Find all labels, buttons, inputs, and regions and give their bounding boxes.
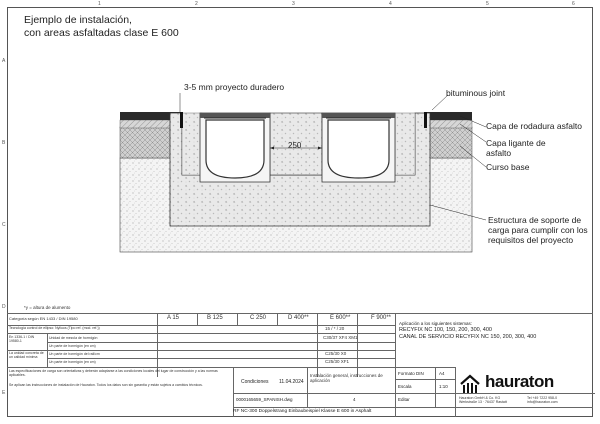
edge-label-top-3: 3 xyxy=(292,1,295,7)
formato-label: Formato DIN xyxy=(398,371,424,376)
edge-label-left-b: B xyxy=(2,140,6,146)
edge-label-top-1: 1 xyxy=(98,1,101,7)
en-standard-label: En 1336-1 / DIN 19580-1 xyxy=(9,335,35,343)
binder-layer-right xyxy=(426,127,472,158)
class-b125: B 125 xyxy=(207,315,223,321)
install-instructions-label: Instalación general, instrucciones de aplicación xyxy=(310,373,383,383)
callout-curso-base: Curso base xyxy=(486,162,530,172)
concrete-part-label-1: Un parte de hormigón (en cm) xyxy=(49,344,96,348)
concrete-spec-3: C25/30 X0 xyxy=(325,351,347,356)
footnote: *y = altura de alumento xyxy=(24,305,71,310)
company-address xyxy=(459,396,521,404)
class-c250: C 250 xyxy=(250,315,267,321)
callout-estructura: Estructura de soporte de carga para cumplir con los requisitos del proyecto xyxy=(488,215,588,245)
concrete-infill-right xyxy=(395,113,415,175)
dimension-label-250: 250 xyxy=(288,141,302,150)
class-e600: E 600** xyxy=(330,315,351,321)
category-label: Categoría según EN 1433 / DIN 19580 xyxy=(9,316,78,321)
callout-durable: 3-5 mm proyecto duradero xyxy=(184,82,285,92)
concrete-part-label-2: Un parte de hormigón (en cm) xyxy=(49,360,96,364)
escala-value: 1:10 xyxy=(439,384,448,389)
callout-capa-ligante: Capa ligante de asfalto xyxy=(486,138,546,158)
edge-label-left-c: C xyxy=(2,222,6,228)
title-block xyxy=(7,313,593,417)
company-line-1: Hauraton GmbH & Co. KG xyxy=(459,396,501,400)
minimum-quality-label: La unidad concreta de un calidad mínima xyxy=(9,351,44,359)
hatch-layer-right xyxy=(426,120,472,128)
application-block xyxy=(399,320,536,341)
company-contact xyxy=(527,396,591,404)
company-email: info@hauraton.com xyxy=(527,400,558,404)
escala-label: Escala xyxy=(398,384,412,389)
drawing-title: RF NC-300 Doppelstrang Einbaubeispiel Klasse E 600 in Asphalt xyxy=(233,409,372,414)
revision-number: 4 xyxy=(353,397,356,402)
disclaimer-1: Las especificaciones de carga son orientativas y deberán adaptarse a las condiciones locales del lugar de construcción y a las normas aplicables. xyxy=(9,369,218,377)
hauraton-logo-icon xyxy=(459,373,481,395)
application-line-1: RECYFIX NC 100, 150, 200, 300, 400 xyxy=(399,327,492,333)
application-line-2: CANAL DE SERVICIO RECYFIX NC 150, 200, 300, 400 xyxy=(399,334,537,340)
edge-label-top-6: 6 xyxy=(572,1,575,7)
drainage-channel-right xyxy=(322,113,395,182)
class-a15: A 15 xyxy=(167,315,180,321)
company-line-2: Werkstraße 13 · 76437 Rastatt xyxy=(459,400,507,404)
bituminous-joint-left xyxy=(180,112,183,128)
callout-capa-rodadura: Capa de rodadura asfalto xyxy=(486,121,582,131)
edge-label-left-e: E xyxy=(2,390,6,396)
concrete-rail-label: Un parte de hormigón del rail/cm xyxy=(49,352,100,356)
class-f900: F 900** xyxy=(371,315,392,321)
asphalt-surface-right xyxy=(426,112,472,120)
concrete-mix-label: Unidad de mezcla de hormigón xyxy=(49,336,98,340)
edge-label-left-d: D xyxy=(2,304,6,310)
callout-bituminous-joint: bituminous joint xyxy=(446,88,506,98)
bituminous-joint-right xyxy=(424,112,427,128)
disclaimer-2: Se aplican las instrucciones de instalación de Hauraton. Todos los datos son sin garantía y están sujetos a cambios técnicos. xyxy=(9,383,203,387)
class-d400: D 400** xyxy=(288,315,309,321)
concrete-infill-left xyxy=(182,113,202,175)
concrete-spec-2: C30/37 XF4 XM1 xyxy=(323,335,358,340)
application-header: Aplicación a los siguientes sistemas: xyxy=(399,321,473,326)
condiciones-label: Condiciones xyxy=(241,379,269,385)
edge-label-top-2: 2 xyxy=(195,1,198,7)
drainage-channel-left xyxy=(200,113,270,182)
hauraton-logo xyxy=(459,372,587,394)
concrete-spec-4: C25/30 XF1 xyxy=(325,359,350,364)
drawing-date: 11.04.2024 xyxy=(279,379,304,385)
title-line-2: con areas asfaltadas clase E 600 xyxy=(24,27,179,39)
technology-label: Tecnología control de ellipso: Nyliuos (Tipo ref. (mod. ref.)) xyxy=(9,326,100,330)
brand-name: hauraton xyxy=(485,372,554,391)
edge-label-top-5: 5 xyxy=(486,1,489,7)
concrete-spec-1: 15 / * / 20 xyxy=(325,326,345,331)
company-phone: Tel +49 7222 958-0 xyxy=(527,396,558,400)
drawing-number: 0000165659_SPANISH.dwg xyxy=(236,397,293,402)
editar-label: Editar xyxy=(398,397,410,402)
formato-value: A4 xyxy=(439,371,445,376)
title-line-1: Ejemplo de instalación, xyxy=(24,14,132,26)
edge-label-left-a: A xyxy=(2,58,6,64)
edge-label-top-4: 4 xyxy=(389,1,392,7)
